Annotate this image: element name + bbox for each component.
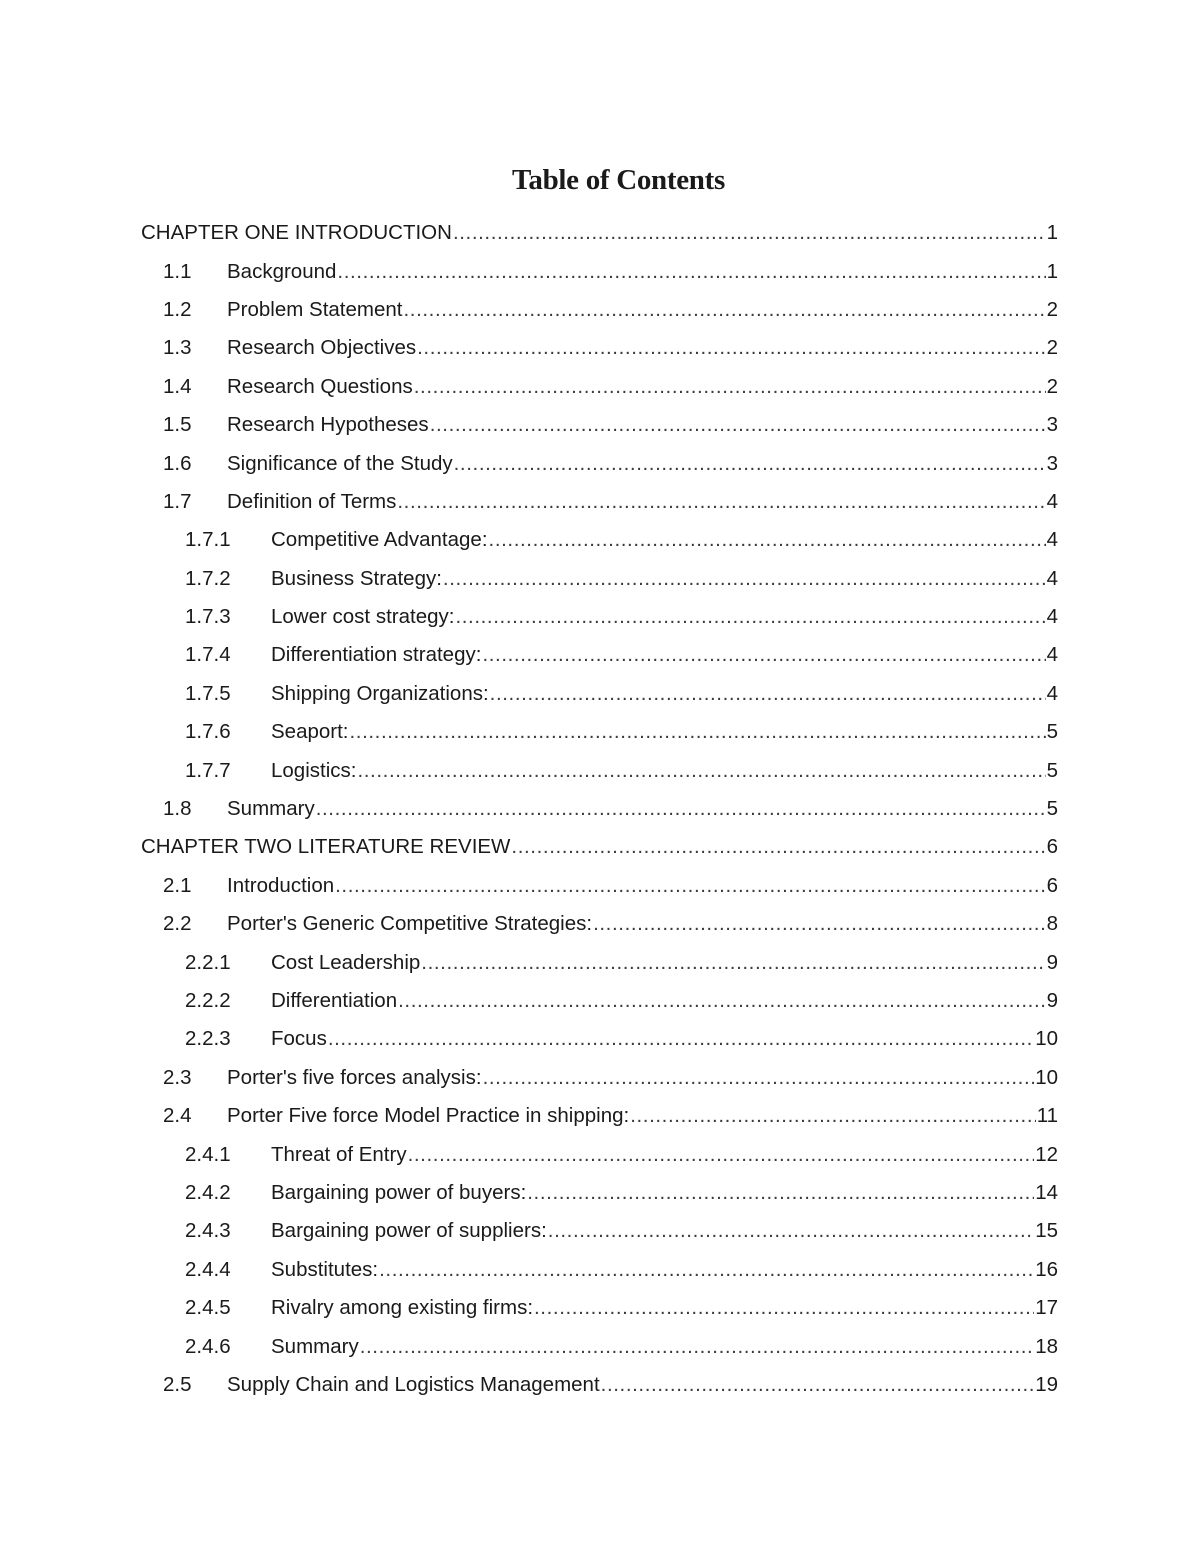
toc-page-number: 15: [1035, 1219, 1058, 1243]
dot-leader: [421, 951, 1045, 975]
dot-leader: [489, 528, 1046, 552]
toc-entry-number: 2.4.1: [185, 1142, 231, 1166]
toc-entry-number: 1.7.5: [185, 681, 231, 705]
toc-page-number: 4: [1046, 528, 1058, 552]
toc-entry-number: 1.5: [163, 413, 192, 437]
toc-entry[interactable]: [141, 1020, 1058, 1058]
toc-entry-number: 2.4.5: [185, 1296, 231, 1320]
toc-entry-label: Definition of Terms: [227, 489, 397, 513]
dot-leader: [350, 720, 1046, 744]
dot-leader: [455, 605, 1045, 629]
dot-leader: [601, 1373, 1035, 1397]
toc-entry-label: Differentiation: [271, 989, 398, 1012]
toc-entry[interactable]: [141, 943, 1058, 981]
toc-entry[interactable]: [141, 406, 1058, 444]
toc-page-number: 5: [1046, 797, 1058, 821]
dot-leader: [548, 1219, 1034, 1243]
toc-entry[interactable]: [141, 982, 1058, 1020]
toc-page-number: 19: [1035, 1372, 1058, 1396]
toc-entry-number: 2.1: [163, 873, 192, 897]
toc-entry-number: 1.7.7: [185, 758, 231, 782]
toc-entry[interactable]: [141, 1289, 1058, 1327]
dot-leader: [408, 1143, 1035, 1167]
toc-entry-number: 2.2.1: [185, 950, 231, 974]
toc-entry-label: CHAPTER ONE INTRODUCTION: [141, 221, 452, 245]
toc-page-number: 18: [1035, 1334, 1058, 1358]
toc-entry-number: 2.4.6: [185, 1334, 231, 1358]
toc-entry-number: 1.7.4: [185, 643, 231, 667]
toc-entry-number: 1.8: [163, 797, 192, 821]
dot-leader: [337, 260, 1045, 284]
toc-entry[interactable]: [141, 751, 1058, 789]
toc-page-number: 2: [1046, 297, 1058, 321]
toc-entry[interactable]: [141, 483, 1058, 521]
toc-entry-label: Cost Leadership: [271, 950, 421, 974]
toc-page-number: 9: [1046, 950, 1058, 974]
toc-entry-label: Research Objectives: [227, 336, 417, 360]
toc-page-number: 1: [1046, 259, 1058, 283]
toc-page-number: 2: [1046, 336, 1058, 360]
toc-entry-label: Problem Statement: [227, 297, 403, 321]
toc-entry[interactable]: [141, 329, 1058, 367]
toc-entry-label: Seaport:: [271, 720, 349, 744]
toc-entry[interactable]: [141, 1327, 1058, 1365]
toc-entry[interactable]: [141, 790, 1058, 828]
toc-entry-number: 1.1: [163, 259, 192, 283]
toc-page-number: 10: [1035, 1065, 1058, 1089]
toc-entry-label: Porter Five force Model Practice in shipping:: [227, 1104, 630, 1128]
toc-page-number: 5: [1046, 758, 1058, 782]
toc-entry[interactable]: [141, 675, 1058, 713]
toc-entry-label: Introduction: [227, 873, 335, 897]
toc-page-number: 4: [1046, 605, 1058, 629]
toc-entry[interactable]: [141, 1059, 1058, 1097]
toc-entry-label: Porter's five forces analysis:: [227, 1065, 482, 1089]
toc-page-number: 3: [1046, 451, 1058, 475]
dot-leader: [593, 912, 1046, 936]
toc-entry-label: Research Questions: [227, 374, 413, 398]
toc-entry[interactable]: [141, 444, 1058, 482]
toc-entry-number: 1.7.6: [185, 720, 231, 744]
dot-leader: [443, 567, 1046, 591]
toc-entry-number: 1.4: [163, 374, 192, 398]
toc-entry-label: Shipping Organizations:: [271, 681, 489, 705]
toc-entry-number: 2.4.4: [185, 1257, 231, 1281]
dot-leader: [511, 835, 1045, 859]
toc-entry-label: Differentiation strategy:: [271, 643, 482, 667]
toc-page-number: 12: [1035, 1142, 1058, 1166]
dot-leader: [357, 759, 1045, 783]
toc-entry-label: Competitive Advantage:: [271, 528, 488, 552]
page-title: Table of Contents: [512, 164, 725, 196]
dot-leader: [454, 452, 1046, 476]
toc-entry[interactable]: [141, 1251, 1058, 1289]
toc-entry[interactable]: [141, 291, 1058, 329]
toc-entry[interactable]: [141, 1212, 1058, 1250]
toc-entry-label: Supply Chain and Logistics Management: [227, 1372, 600, 1396]
toc-page-number: 10: [1035, 1027, 1058, 1051]
toc-entry-number: 2.4.2: [185, 1180, 231, 1204]
toc-entry-number: 2.2.2: [185, 989, 231, 1012]
toc-entry-label: Substitutes:: [271, 1257, 379, 1281]
toc-entry-number: 1.6: [163, 451, 192, 475]
toc-chapter-entry[interactable]: [141, 214, 1058, 252]
toc-entry-number: 2.2.3: [185, 1027, 231, 1051]
dot-leader: [403, 298, 1045, 322]
toc-entry[interactable]: [141, 368, 1058, 406]
dot-leader: [430, 413, 1046, 437]
toc-entry-number: 1.7.2: [185, 566, 231, 590]
toc-entry-label: Porter's Generic Competitive Strategies:: [227, 912, 593, 936]
toc-entry-label: Rivalry among existing firms:: [271, 1296, 534, 1320]
toc-entry-number: 1.2: [163, 297, 192, 321]
toc-page-number: 4: [1046, 566, 1058, 590]
toc-page-number: 16: [1035, 1257, 1058, 1281]
dot-leader: [483, 1066, 1035, 1090]
toc-entry[interactable]: [141, 713, 1058, 751]
toc-page-number: 1: [1046, 221, 1058, 245]
dot-leader: [630, 1104, 1036, 1128]
dot-leader: [453, 221, 1046, 245]
toc-entry-number: 2.4: [163, 1104, 192, 1128]
toc-entry-number: 2.3: [163, 1065, 192, 1089]
toc-entry-number: 2.5: [163, 1372, 192, 1396]
toc-entry-label: Threat of Entry: [271, 1142, 407, 1166]
toc-page-number: 6: [1046, 873, 1058, 897]
dot-leader: [398, 989, 1045, 1013]
dot-leader: [335, 874, 1045, 898]
toc-page-number: 6: [1046, 835, 1058, 859]
dot-leader: [534, 1296, 1034, 1320]
toc-entry[interactable]: [141, 252, 1058, 290]
toc-entry-number: 2.4.3: [185, 1219, 231, 1243]
toc-entry[interactable]: [141, 598, 1058, 636]
toc-entry-number: 1.7: [163, 489, 192, 513]
toc-entry-label: Logistics:: [271, 758, 357, 782]
toc-page-number: 5: [1046, 720, 1058, 744]
toc-entry-label: Summary: [271, 1334, 359, 1358]
toc-page-number: 11: [1036, 1104, 1058, 1128]
toc-page-number: 4: [1046, 643, 1058, 667]
dot-leader: [360, 1335, 1034, 1359]
dot-leader: [316, 797, 1046, 821]
toc-entry-label: Significance of the Study: [227, 451, 453, 475]
toc-list: [141, 214, 1058, 1404]
toc-page-number: 2: [1046, 374, 1058, 398]
toc-entry[interactable]: [141, 521, 1058, 559]
dot-leader: [417, 336, 1045, 360]
toc-page-number: 14: [1035, 1180, 1058, 1204]
toc-page-number: 17: [1035, 1296, 1058, 1320]
toc-entry[interactable]: [141, 905, 1058, 943]
toc-entry[interactable]: [141, 1174, 1058, 1212]
dot-leader: [379, 1258, 1034, 1282]
dot-leader: [414, 375, 1046, 399]
toc-entry[interactable]: [141, 1135, 1058, 1173]
toc-entry[interactable]: [141, 1097, 1058, 1135]
toc-chapter-entry[interactable]: [141, 828, 1058, 866]
toc-entry-label: CHAPTER TWO LITERATURE REVIEW: [141, 835, 511, 859]
toc-entry-number: 2.2: [163, 912, 192, 936]
dot-leader: [490, 682, 1046, 706]
toc-entry[interactable]: [141, 1366, 1058, 1404]
toc-entry-number: 1.3: [163, 336, 192, 360]
toc-page-number: 4: [1046, 681, 1058, 705]
dot-leader: [482, 643, 1045, 667]
toc-entry-label: Business Strategy:: [271, 566, 442, 590]
toc-entry-label: Lower cost strategy:: [271, 605, 455, 629]
toc-entry-label: Background: [227, 259, 337, 283]
toc-entry[interactable]: [141, 636, 1058, 674]
toc-entry-label: Summary: [227, 797, 315, 821]
toc-entry-label: Bargaining power of suppliers:: [271, 1219, 547, 1243]
dot-leader: [527, 1181, 1034, 1205]
toc-entry[interactable]: [141, 867, 1058, 905]
toc-page-number: 3: [1046, 413, 1058, 437]
toc-entry-label: Research Hypotheses: [227, 413, 429, 437]
toc-entry-label: Bargaining power of buyers:: [271, 1180, 527, 1204]
toc-entry-label: Focus: [271, 1027, 327, 1051]
dot-leader: [397, 490, 1045, 514]
toc-page-number: 9: [1046, 989, 1058, 1012]
toc-entry-number: 1.7.3: [185, 605, 231, 629]
dot-leader: [328, 1027, 1034, 1051]
toc-page-number: 4: [1046, 489, 1058, 513]
toc-entry-number: 1.7.1: [185, 528, 231, 552]
toc-entry[interactable]: [141, 560, 1058, 598]
toc-page-number: 8: [1046, 912, 1058, 936]
